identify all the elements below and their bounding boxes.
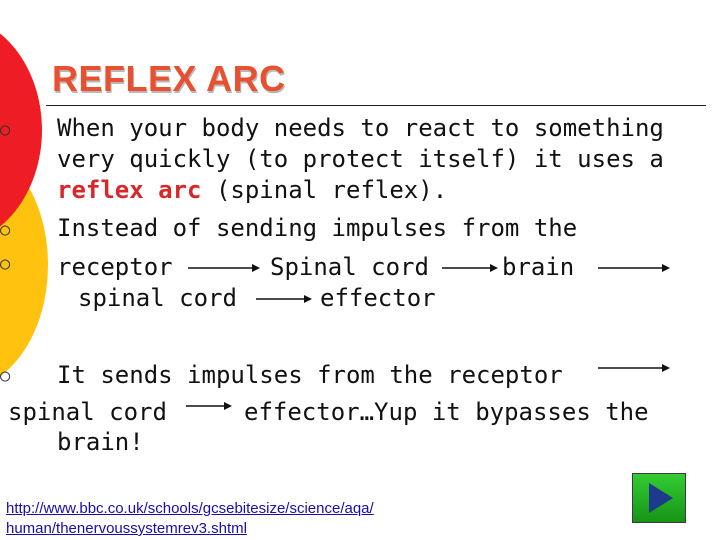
spinal-cord-label: Spinal cord bbox=[270, 253, 429, 281]
bullet4-line1: It sends impulses from the receptor bbox=[57, 361, 563, 389]
arrow-icon bbox=[598, 262, 670, 274]
reflex-arc-highlight: reflex arc bbox=[57, 176, 202, 204]
brain-label: brain bbox=[502, 253, 575, 281]
bullet1-line1: When your body needs to react to something bbox=[57, 114, 664, 142]
effector-label: effector bbox=[320, 284, 436, 312]
title-underline bbox=[46, 105, 706, 106]
arrow-icon bbox=[188, 262, 260, 274]
bullet1-line3-rest: (spinal reflex). bbox=[201, 176, 448, 204]
bullet4-line3: brain! bbox=[57, 428, 144, 456]
bullet-icon: ○ bbox=[0, 366, 11, 386]
play-icon bbox=[633, 474, 685, 522]
bbc-link-line2[interactable]: human/thenervoussystemrev3.shtml bbox=[6, 520, 247, 537]
spinal-cord-label-2: spinal cord bbox=[78, 284, 237, 312]
bullet1-line2: very quickly (to protect itself) it uses a bbox=[57, 145, 664, 173]
arrow-icon bbox=[256, 293, 312, 305]
bullet4-spinal-cord: spinal cord bbox=[8, 398, 167, 426]
slide-title: REFLEX ARC bbox=[52, 58, 286, 99]
bullet4-line2-rest: effector…Yup it bypasses the bbox=[244, 398, 649, 426]
arrow-icon bbox=[442, 262, 498, 274]
arrow-icon bbox=[598, 362, 670, 374]
bullet-icon: ○ bbox=[0, 220, 11, 240]
play-button[interactable] bbox=[632, 473, 686, 523]
receptor-label: receptor bbox=[57, 253, 173, 281]
bullet-icon: ○ bbox=[0, 120, 11, 140]
bullet-icon: ○ bbox=[0, 254, 11, 274]
bullet2-line1: Instead of sending impulses from the bbox=[57, 214, 578, 242]
arrow-icon bbox=[186, 400, 232, 412]
bbc-link-line1[interactable]: http://www.bbc.co.uk/schools/gcsebitesize/science/aqa/ bbox=[6, 500, 374, 517]
bullet1-line3 bbox=[57, 176, 447, 204]
